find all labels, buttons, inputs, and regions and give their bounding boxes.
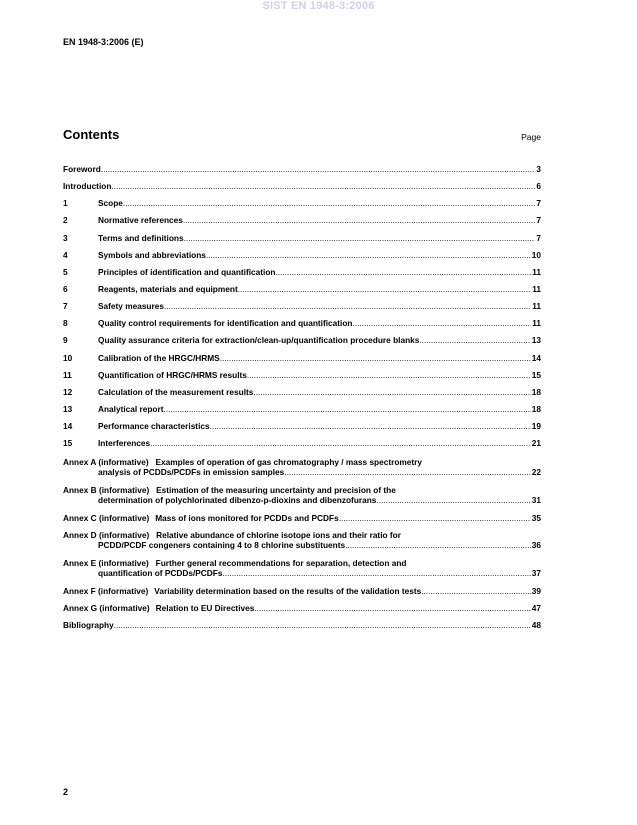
toc-entry-number: 10 bbox=[63, 353, 73, 363]
toc-leader bbox=[284, 467, 530, 477]
toc-entry-page: 18 bbox=[531, 404, 541, 414]
toc-leader bbox=[247, 370, 531, 380]
toc-entry-page: 14 bbox=[531, 353, 541, 363]
toc-entry[interactable] bbox=[63, 335, 541, 345]
toc-entry-number: 12 bbox=[63, 387, 73, 397]
toc-entry-page: 11 bbox=[532, 284, 541, 294]
toc-entry-title: Analytical report bbox=[98, 404, 164, 414]
toc-entry-page: 11 bbox=[532, 267, 541, 277]
toc-entry-page: 15 bbox=[531, 370, 541, 380]
toc-leader bbox=[238, 284, 532, 294]
toc-entry-title: Quality control requirements for identification and quantification bbox=[98, 318, 353, 328]
toc-leader bbox=[254, 603, 530, 613]
annex-title: Relation to EU Directives bbox=[155, 603, 255, 613]
toc-leader bbox=[376, 495, 530, 505]
toc-annex-g[interactable] bbox=[63, 603, 541, 613]
annex-title: Examples of operation of gas chromatography / mass spectrometry bbox=[155, 457, 423, 467]
toc-annex-d[interactable] bbox=[63, 530, 541, 550]
toc-entry-page: 6 bbox=[536, 181, 541, 191]
annex-title: Further general recommendations for separation, detection and bbox=[155, 558, 407, 568]
toc-entry-title: Symbols and abbreviations bbox=[98, 250, 206, 260]
toc-entry[interactable] bbox=[63, 215, 541, 225]
toc-entry-bibliography[interactable] bbox=[63, 620, 541, 630]
toc-leader bbox=[210, 421, 531, 431]
toc-entry[interactable] bbox=[63, 318, 541, 328]
page-title: Contents bbox=[63, 127, 120, 142]
annex-label: Annex B (informative) bbox=[63, 485, 150, 495]
toc-entry-page: 7 bbox=[536, 215, 541, 225]
annex-title-continued: PCDD/PCDF congeners containing 4 to 8 chlorine substituents bbox=[98, 540, 346, 550]
toc-annex-f[interactable] bbox=[63, 586, 541, 596]
toc-entry-introduction[interactable] bbox=[63, 181, 541, 191]
toc-entry-title: Foreword bbox=[63, 164, 101, 174]
toc-entry-page: 36 bbox=[531, 540, 541, 550]
toc-entry-number: 11 bbox=[63, 370, 72, 380]
annex-label: Annex F (informative) bbox=[63, 586, 149, 596]
toc-entry-page: 11 bbox=[532, 318, 541, 328]
toc-entry-number: 14 bbox=[63, 421, 73, 431]
toc-entry-page: 35 bbox=[531, 513, 541, 523]
toc-entry-title: Normative references bbox=[98, 215, 183, 225]
toc-entry-page: 11 bbox=[532, 301, 541, 311]
toc-entry-page: 37 bbox=[531, 568, 541, 578]
toc-entry[interactable] bbox=[63, 250, 541, 260]
toc-leader bbox=[150, 438, 531, 448]
toc-leader bbox=[352, 318, 531, 328]
toc-entry-title: Calibration of the HRGC/HRMS bbox=[98, 353, 220, 363]
annex-title-continued: determination of polychlorinated dibenzo-p-dioxins and dibenzofurans bbox=[98, 495, 377, 505]
toc-entry-page: 19 bbox=[531, 421, 541, 431]
annex-title-continued: quantification of PCDDs/PCDFs bbox=[98, 568, 223, 578]
toc-entry[interactable] bbox=[63, 198, 541, 208]
toc-entry-page: 31 bbox=[531, 495, 541, 505]
toc-annex-b[interactable] bbox=[63, 485, 541, 505]
toc-entry-title: Performance characteristics bbox=[98, 421, 210, 431]
toc-leader bbox=[222, 568, 530, 578]
toc-entry[interactable] bbox=[63, 438, 541, 448]
toc-entry-number: 8 bbox=[63, 318, 68, 328]
annex-title-continued: analysis of PCDDs/PCDFs in emission samples bbox=[98, 467, 285, 477]
toc-entry[interactable] bbox=[63, 370, 541, 380]
toc-entry-title: Bibliography bbox=[63, 620, 114, 630]
toc-entry-page: 21 bbox=[531, 438, 541, 448]
toc-leader bbox=[114, 620, 531, 630]
toc-entry-title: Reagents, materials and equipment bbox=[98, 284, 238, 294]
toc-leader bbox=[111, 181, 535, 191]
toc-leader bbox=[220, 353, 531, 363]
toc-entry-page: 7 bbox=[536, 198, 541, 208]
toc-entry-number: 5 bbox=[63, 267, 68, 277]
toc-entry-title: Interferences bbox=[98, 438, 151, 448]
toc-entry-title: Quantification of HRGC/HRMS results bbox=[98, 370, 247, 380]
toc-leader bbox=[183, 215, 536, 225]
toc-entry-page: 48 bbox=[531, 620, 541, 630]
annex-title: Variability determination based on the results of the validation tests bbox=[154, 586, 422, 596]
toc-leader bbox=[164, 301, 531, 311]
annex-label: Annex E (informative) bbox=[63, 558, 149, 568]
annex-label: Annex G (informative) bbox=[63, 603, 150, 613]
annex-title: Relative abundance of chlorine isotope ions and their ratio for bbox=[156, 530, 401, 540]
toc-entry-page: 13 bbox=[531, 335, 541, 345]
toc-entry[interactable] bbox=[63, 233, 541, 243]
annex-title: Mass of ions monitored for PCDDs and PCDFs bbox=[155, 513, 339, 523]
toc-leader bbox=[123, 198, 535, 208]
annex-label: Annex D (informative) bbox=[63, 530, 150, 540]
toc-leader bbox=[101, 164, 536, 174]
toc-entry-number: 1 bbox=[63, 198, 68, 208]
toc-entry-title: Calculation of the measurement results bbox=[98, 387, 254, 397]
toc-entry-page: 39 bbox=[531, 586, 541, 596]
toc-leader bbox=[345, 540, 531, 550]
toc-entry[interactable] bbox=[63, 284, 541, 294]
toc-leader bbox=[253, 387, 530, 397]
toc-entry-foreword[interactable] bbox=[63, 164, 541, 174]
toc-entry-page: 22 bbox=[531, 467, 541, 477]
toc-entry-title: Quality assurance criteria for extraction/clean-up/quantification procedure blanks bbox=[98, 335, 420, 345]
toc-leader bbox=[206, 250, 531, 260]
toc-entry-number: 2 bbox=[63, 215, 68, 225]
toc-entry[interactable] bbox=[63, 301, 541, 311]
toc-entry[interactable] bbox=[63, 404, 541, 414]
toc-annex-e[interactable] bbox=[63, 558, 541, 578]
toc-entry-title: Scope bbox=[98, 198, 123, 208]
toc-entry-page: 7 bbox=[536, 233, 541, 243]
toc-annex-a[interactable] bbox=[63, 457, 541, 477]
toc-entry-number: 13 bbox=[63, 404, 73, 414]
toc-entry-page: 47 bbox=[531, 603, 541, 613]
toc-entry[interactable] bbox=[63, 267, 541, 277]
toc-entry[interactable] bbox=[63, 421, 541, 431]
toc-leader bbox=[419, 335, 530, 345]
toc-leader bbox=[163, 404, 530, 414]
toc-entry-page: 10 bbox=[531, 250, 541, 260]
toc-entry-number: 4 bbox=[63, 250, 68, 260]
document-id: EN 1948-3:2006 (E) bbox=[63, 37, 144, 47]
annex-label: Annex A (informative) bbox=[63, 457, 149, 467]
toc-entry-number: 6 bbox=[63, 284, 68, 294]
toc-leader bbox=[339, 513, 531, 523]
toc-entry-title: Introduction bbox=[63, 181, 112, 191]
page-number: 2 bbox=[63, 787, 69, 797]
page-column-label: Page bbox=[521, 132, 541, 142]
toc-entry-page: 3 bbox=[536, 164, 541, 174]
toc-entry-page: 18 bbox=[531, 387, 541, 397]
toc-annex-c[interactable] bbox=[63, 513, 541, 523]
toc-entry-number: 3 bbox=[63, 233, 68, 243]
toc-entry[interactable] bbox=[63, 353, 541, 363]
watermark: SIST EN 1948-3:2006 bbox=[262, 0, 375, 12]
toc-leader bbox=[275, 267, 531, 277]
toc-entry-number: 15 bbox=[63, 438, 73, 448]
annex-label: Annex C (informative) bbox=[63, 513, 150, 523]
annex-title: Estimation of the measuring uncertainty and precision of the bbox=[156, 485, 396, 495]
toc-entry-title: Principles of identification and quantification bbox=[98, 267, 276, 277]
toc-entry-title: Safety measures bbox=[98, 301, 164, 311]
toc-leader bbox=[421, 586, 531, 596]
toc-leader bbox=[184, 233, 536, 243]
toc-entry[interactable] bbox=[63, 387, 541, 397]
toc-entry-number: 7 bbox=[63, 301, 68, 311]
toc-entry-number: 9 bbox=[63, 335, 68, 345]
toc-entry-title: Terms and definitions bbox=[98, 233, 184, 243]
